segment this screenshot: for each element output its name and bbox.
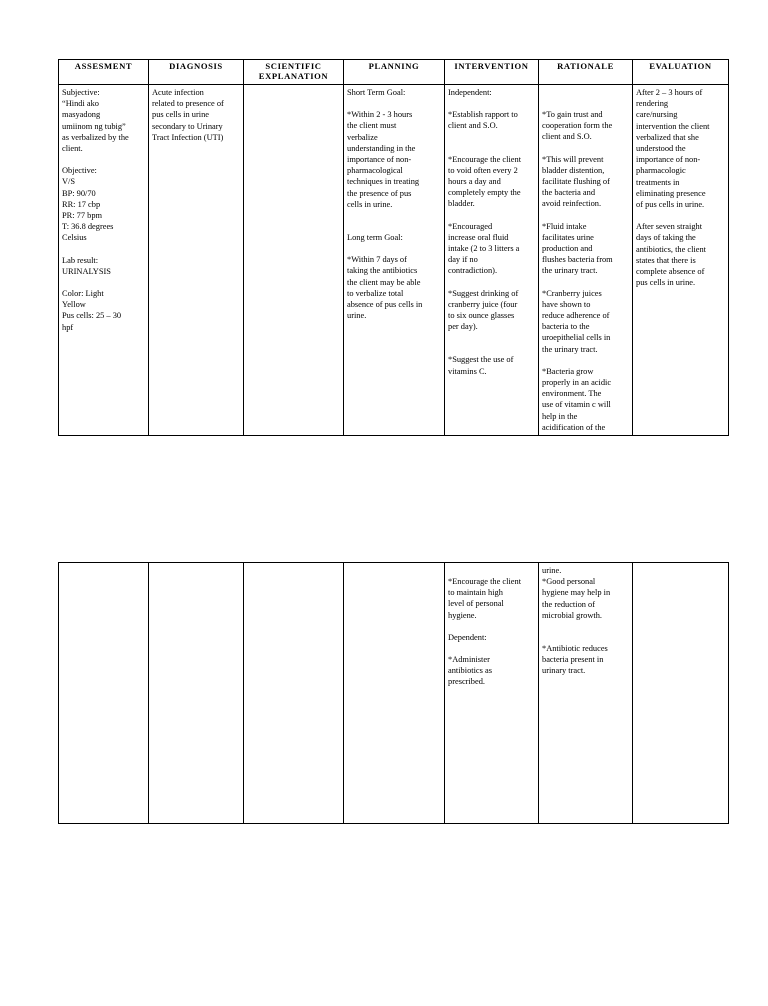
evaluation-long-term: After seven straight days of taking the antibiotics, the client states that there is complete absence of pus cells in urine. xyxy=(636,222,707,288)
intervention-item: *Suggest the use of vitamins C. xyxy=(448,355,514,376)
header-scientific-explanation: SCIENTIFIC EXPLANATION xyxy=(244,60,344,85)
intervention-cell xyxy=(445,85,539,436)
short-term-goal-label: Short Term Goal: xyxy=(347,88,406,97)
evaluation-short-term: After 2 – 3 hours of rendering care/nursing intervention the client verbalized that she understood the importance of non- pharmacologic treatments in eliminating presence of pus cells in urine. xyxy=(636,88,710,210)
intervention-item: *Establish rapport to client and S.O. xyxy=(448,110,518,131)
evaluation-cell-continued xyxy=(633,563,729,824)
rationale-item: *Cranberry juices have shown to reduce adherence of bacteria to the uroepithelial cells in the urinary tract. xyxy=(542,288,611,354)
rationale-cell xyxy=(539,85,633,436)
care-plan-table-page1 xyxy=(58,59,729,436)
intervention-item: *Encouraged increase oral fluid intake (2 to 3 litters a day if no contradiction). xyxy=(448,221,520,276)
assessment-cell-continued xyxy=(59,563,149,824)
rationale-item: *Antibiotic reduces bacteria present in urinary tract. xyxy=(542,644,608,676)
intervention-item: *Administer antibiotics as prescribed. xyxy=(448,655,492,687)
subjective-data: Subjective: “Hindi ako masyadong umiinom ng tubig” as verbalized by the client. xyxy=(62,88,129,154)
scientific-explanation-cell xyxy=(244,85,344,436)
body-row-continued xyxy=(59,563,729,824)
header-row xyxy=(59,60,729,85)
intervention-item: *Encourage the client to void often every 2 hours a day and completely empty the bladder. xyxy=(448,154,522,209)
lab-result-title: Lab result: URINALYSIS xyxy=(62,255,111,276)
care-plan-table-page2 xyxy=(58,562,729,824)
diagnosis-cell-continued xyxy=(149,563,244,824)
rationale-item: *Fluid intake facilitates urine production and flushes bacteria from the urinary tract. xyxy=(542,221,613,276)
rationale-continuation: urine. xyxy=(542,566,562,575)
scientific-explanation-cell-continued xyxy=(244,563,344,824)
long-term-goal-label: Long term Goal: xyxy=(347,233,403,243)
body-row xyxy=(59,85,729,436)
rationale-item: *This will prevent bladder distention, facilitate flushing of the bacteria and avoid reinfection. xyxy=(542,154,610,209)
planning-cell-continued xyxy=(344,563,445,824)
rationale-item: *To gain trust and cooperation form the client and S.O. xyxy=(542,110,613,142)
intervention-item: *Suggest drinking of cranberry juice (four to six ounce glasses per day). xyxy=(448,288,519,332)
header-assessment: ASSESMENT xyxy=(59,60,149,85)
short-term-goal: *Within 2 - 3 hours the client must verbalize understanding in the importance of non- pharmacological techniques in treating the presence of pus cells in urine. xyxy=(347,110,420,209)
rationale-item: *Good personal hygiene may help in the reduction of microbial growth. xyxy=(542,577,611,620)
diagnosis-cell xyxy=(149,85,244,436)
diagnosis-text: Acute infection related to presence of pus cells in urine secondary to Urinary Tract Infection (UTI) xyxy=(152,88,224,142)
assessment-cell xyxy=(59,85,149,436)
header-evaluation: EVALUATION xyxy=(633,60,729,85)
header-diagnosis: DIAGNOSIS xyxy=(149,60,244,85)
long-term-goal: *Within 7 days of taking the antibiotics the client may be able to verbalize total absence of pus cells in urine. xyxy=(347,255,423,321)
header-intervention: INTERVENTION xyxy=(445,60,539,85)
intervention-cell-continued xyxy=(445,563,539,824)
objective-data: Objective: V/S BP: 90/70 RR: 17 cbp PR: 77 bpm T: 36.8 degrees Celsius xyxy=(62,166,114,243)
dependent-label: Dependent: xyxy=(448,632,487,642)
evaluation-cell xyxy=(633,85,729,436)
independent-label: Independent: xyxy=(448,88,492,97)
header-rationale: RATIONALE xyxy=(539,60,633,85)
intervention-item: *Encourage the client to maintain high level of personal hygiene. xyxy=(448,577,522,620)
planning-cell xyxy=(344,85,445,436)
rationale-item: *Bacteria grow properly in an acidic environment. The use of vitamin c will help in the acidification of the xyxy=(542,366,612,432)
header-planning: PLANNING xyxy=(344,60,445,85)
lab-result-values: Color: Light Yellow Pus cells: 25 – 30 hpf xyxy=(62,289,122,332)
rationale-cell-continued xyxy=(539,563,633,824)
